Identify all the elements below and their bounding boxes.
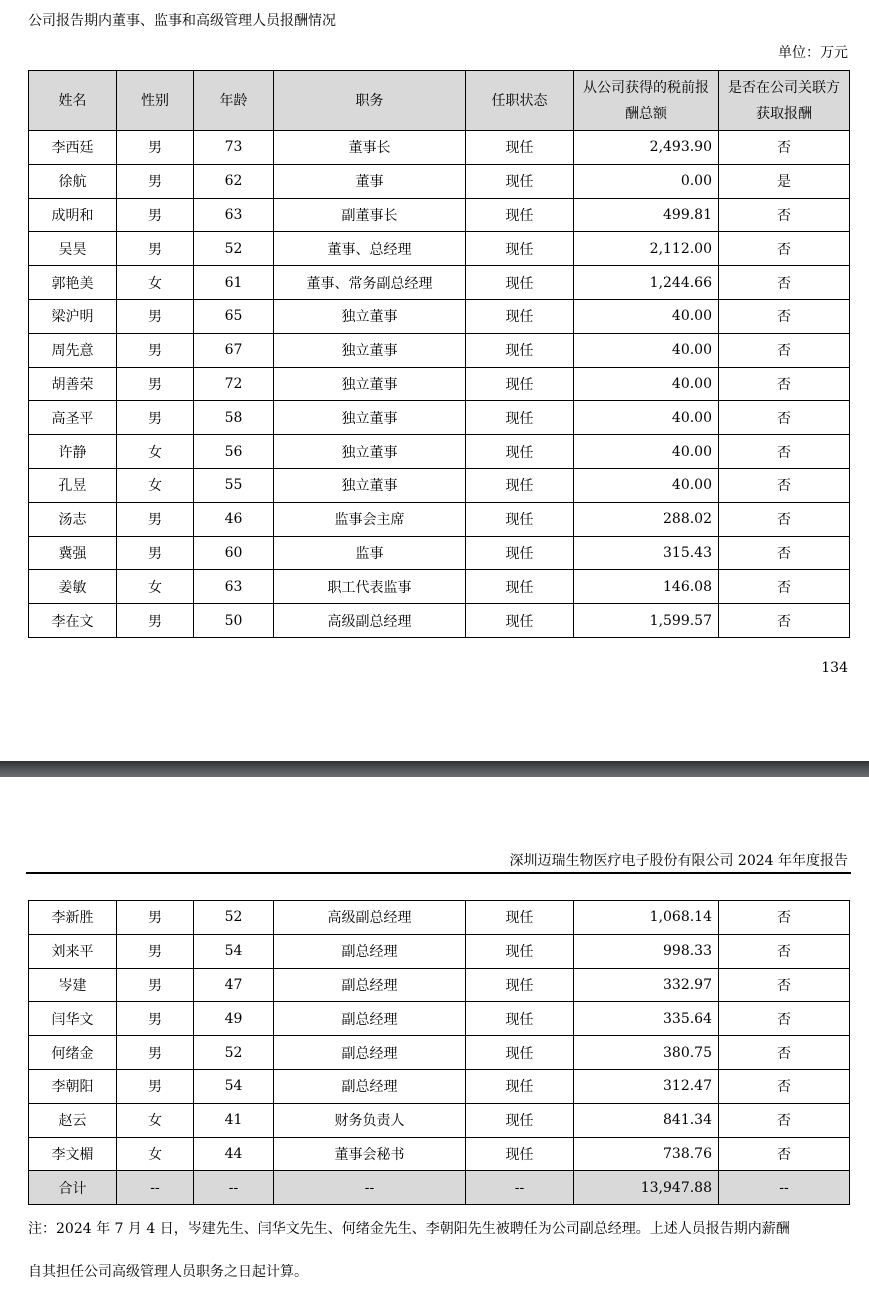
cell-name: 汤志 xyxy=(29,502,117,536)
cell-pay: 288.02 xyxy=(574,502,719,536)
cell-related: 否 xyxy=(719,401,850,435)
cell-status: 现任 xyxy=(466,1036,574,1070)
cell-position: 副总经理 xyxy=(274,1036,466,1070)
cell-status: 现任 xyxy=(466,968,574,1002)
cell-related: 否 xyxy=(719,1002,850,1036)
cell-age: 62 xyxy=(194,164,274,198)
cell-status: 现任 xyxy=(466,934,574,968)
cell-pay: 315.43 xyxy=(574,536,719,570)
cell-status: 现任 xyxy=(466,536,574,570)
cell-pay: 2,112.00 xyxy=(574,232,719,266)
cell-position: 高级副总经理 xyxy=(274,604,466,638)
footnote-line-2: 自其担任公司高级管理人员职务之日起计算。 xyxy=(28,1264,308,1280)
table-body-page2 xyxy=(29,901,850,1205)
cell-name: 岑建 xyxy=(29,968,117,1002)
cell-name: 姜敏 xyxy=(29,570,117,604)
cell-pay: 332.97 xyxy=(574,968,719,1002)
cell-age: 50 xyxy=(194,604,274,638)
table-row xyxy=(29,1069,850,1103)
cell-pay: 1,244.66 xyxy=(574,266,719,300)
header-related: 是否在公司关联方获取报酬 xyxy=(719,71,850,131)
cell-status: 现任 xyxy=(466,570,574,604)
cell-status: 现任 xyxy=(466,1137,574,1171)
cell-position: 财务负责人 xyxy=(274,1103,466,1137)
cell-name: 成明和 xyxy=(29,198,117,232)
cell-gender: 男 xyxy=(117,536,194,570)
cell-related: 否 xyxy=(719,131,850,165)
cell-age: 54 xyxy=(194,934,274,968)
cell-gender: 男 xyxy=(117,198,194,232)
cell-related: 否 xyxy=(719,604,850,638)
cell-gender: 男 xyxy=(117,131,194,165)
cell-pay: 40.00 xyxy=(574,468,719,502)
cell-position: 独立董事 xyxy=(274,401,466,435)
header-pay: 从公司获得的税前报酬总额 xyxy=(574,71,719,131)
cell-gender: 男 xyxy=(117,299,194,333)
cell-pay: 0.00 xyxy=(574,164,719,198)
cell-pay: 146.08 xyxy=(574,570,719,604)
cell-position: 副总经理 xyxy=(274,1002,466,1036)
cell-pay: 380.75 xyxy=(574,1036,719,1070)
cell-status: 现任 xyxy=(466,435,574,469)
table-row xyxy=(29,299,850,333)
cell-status: 现任 xyxy=(466,1069,574,1103)
cell-status: 现任 xyxy=(466,401,574,435)
cell-related: 否 xyxy=(719,502,850,536)
cell-related: 否 xyxy=(719,367,850,401)
running-header: 深圳迈瑞生物医疗电子股份有限公司 2024 年年度报告 xyxy=(509,853,848,869)
cell-related: 否 xyxy=(719,1036,850,1070)
page-separator xyxy=(0,761,869,777)
cell-related: 否 xyxy=(719,198,850,232)
cell-status: 现任 xyxy=(466,901,574,935)
compensation-table-page2 xyxy=(28,900,850,1205)
cell-status: 现任 xyxy=(466,333,574,367)
cell-age: 52 xyxy=(194,1036,274,1070)
table-row xyxy=(29,164,850,198)
table-row xyxy=(29,401,850,435)
total-cell-age: -- xyxy=(194,1171,274,1205)
cell-gender: 女 xyxy=(117,1137,194,1171)
cell-related: 否 xyxy=(719,934,850,968)
table-row xyxy=(29,1137,850,1171)
cell-gender: 男 xyxy=(117,367,194,401)
cell-position: 董事会秘书 xyxy=(274,1137,466,1171)
cell-age: 41 xyxy=(194,1103,274,1137)
total-row xyxy=(29,1171,850,1205)
cell-related: 否 xyxy=(719,1103,850,1137)
cell-gender: 男 xyxy=(117,604,194,638)
cell-position: 独立董事 xyxy=(274,435,466,469)
cell-age: 58 xyxy=(194,401,274,435)
cell-age: 55 xyxy=(194,468,274,502)
page-number: 134 xyxy=(821,660,848,676)
cell-name: 胡善荣 xyxy=(29,367,117,401)
cell-pay: 40.00 xyxy=(574,299,719,333)
cell-status: 现任 xyxy=(466,502,574,536)
cell-gender: 男 xyxy=(117,164,194,198)
table-row xyxy=(29,1036,850,1070)
cell-position: 独立董事 xyxy=(274,333,466,367)
cell-age: 61 xyxy=(194,266,274,300)
cell-related: 否 xyxy=(719,333,850,367)
cell-age: 63 xyxy=(194,570,274,604)
cell-position: 董事、常务副总经理 xyxy=(274,266,466,300)
cell-status: 现任 xyxy=(466,232,574,266)
cell-position: 副总经理 xyxy=(274,1069,466,1103)
table-row xyxy=(29,901,850,935)
header-gender: 性别 xyxy=(117,71,194,131)
cell-position: 独立董事 xyxy=(274,299,466,333)
cell-name: 赵云 xyxy=(29,1103,117,1137)
cell-gender: 男 xyxy=(117,232,194,266)
cell-status: 现任 xyxy=(466,468,574,502)
cell-name: 李西廷 xyxy=(29,131,117,165)
compensation-table-page1 xyxy=(28,70,850,638)
table-row xyxy=(29,502,850,536)
cell-related: 否 xyxy=(719,570,850,604)
cell-pay: 841.34 xyxy=(574,1103,719,1137)
table-row xyxy=(29,131,850,165)
table-body-page1 xyxy=(29,131,850,638)
table-row xyxy=(29,536,850,570)
cell-status: 现任 xyxy=(466,131,574,165)
cell-name: 闫华文 xyxy=(29,1002,117,1036)
total-cell-name: 合计 xyxy=(29,1171,117,1205)
cell-pay: 312.47 xyxy=(574,1069,719,1103)
cell-age: 52 xyxy=(194,232,274,266)
cell-related: 否 xyxy=(719,968,850,1002)
cell-age: 47 xyxy=(194,968,274,1002)
header-position: 职务 xyxy=(274,71,466,131)
cell-related: 否 xyxy=(719,299,850,333)
cell-related: 否 xyxy=(719,1069,850,1103)
cell-name: 刘来平 xyxy=(29,934,117,968)
cell-pay: 40.00 xyxy=(574,435,719,469)
cell-name: 吴昊 xyxy=(29,232,117,266)
cell-gender: 女 xyxy=(117,266,194,300)
cell-status: 现任 xyxy=(466,164,574,198)
cell-age: 72 xyxy=(194,367,274,401)
cell-name: 李新胜 xyxy=(29,901,117,935)
table-row xyxy=(29,968,850,1002)
cell-pay: 998.33 xyxy=(574,934,719,968)
cell-position: 董事、总经理 xyxy=(274,232,466,266)
cell-position: 独立董事 xyxy=(274,367,466,401)
header-name: 姓名 xyxy=(29,71,117,131)
cell-pay: 2,493.90 xyxy=(574,131,719,165)
cell-age: 67 xyxy=(194,333,274,367)
cell-pay: 738.76 xyxy=(574,1137,719,1171)
cell-name: 徐航 xyxy=(29,164,117,198)
table-row xyxy=(29,333,850,367)
total-cell-gender: -- xyxy=(117,1171,194,1205)
total-cell-status: -- xyxy=(466,1171,574,1205)
cell-name: 李文楣 xyxy=(29,1137,117,1171)
cell-gender: 男 xyxy=(117,1002,194,1036)
cell-name: 何绪金 xyxy=(29,1036,117,1070)
cell-name: 高圣平 xyxy=(29,401,117,435)
total-cell-position: -- xyxy=(274,1171,466,1205)
cell-name: 周先意 xyxy=(29,333,117,367)
cell-status: 现任 xyxy=(466,198,574,232)
cell-related: 否 xyxy=(719,468,850,502)
table-row xyxy=(29,604,850,638)
cell-related: 否 xyxy=(719,901,850,935)
cell-position: 董事 xyxy=(274,164,466,198)
cell-pay: 40.00 xyxy=(574,367,719,401)
cell-age: 49 xyxy=(194,1002,274,1036)
cell-related: 否 xyxy=(719,232,850,266)
total-cell-related: -- xyxy=(719,1171,850,1205)
cell-position: 监事会主席 xyxy=(274,502,466,536)
cell-age: 60 xyxy=(194,536,274,570)
cell-gender: 男 xyxy=(117,968,194,1002)
cell-related: 是 xyxy=(719,164,850,198)
cell-age: 54 xyxy=(194,1069,274,1103)
cell-name: 梁沪明 xyxy=(29,299,117,333)
total-cell-pay: 13,947.88 xyxy=(574,1171,719,1205)
cell-position: 董事长 xyxy=(274,131,466,165)
cell-gender: 男 xyxy=(117,901,194,935)
cell-name: 许静 xyxy=(29,435,117,469)
table-row xyxy=(29,435,850,469)
table-row xyxy=(29,1002,850,1036)
table-row xyxy=(29,198,850,232)
cell-name: 孔昱 xyxy=(29,468,117,502)
cell-pay: 40.00 xyxy=(574,333,719,367)
cell-position: 独立董事 xyxy=(274,468,466,502)
cell-age: 56 xyxy=(194,435,274,469)
cell-status: 现任 xyxy=(466,1002,574,1036)
cell-position: 副总经理 xyxy=(274,934,466,968)
table-row xyxy=(29,266,850,300)
cell-gender: 女 xyxy=(117,435,194,469)
cell-pay: 1,068.14 xyxy=(574,901,719,935)
cell-status: 现任 xyxy=(466,299,574,333)
table-row xyxy=(29,570,850,604)
cell-gender: 女 xyxy=(117,1103,194,1137)
header-status: 任职状态 xyxy=(466,71,574,131)
cell-gender: 男 xyxy=(117,1069,194,1103)
cell-age: 73 xyxy=(194,131,274,165)
header-age: 年龄 xyxy=(194,71,274,131)
cell-position: 高级副总经理 xyxy=(274,901,466,935)
cell-related: 否 xyxy=(719,435,850,469)
cell-related: 否 xyxy=(719,266,850,300)
table-row xyxy=(29,232,850,266)
cell-status: 现任 xyxy=(466,367,574,401)
cell-related: 否 xyxy=(719,536,850,570)
cell-gender: 男 xyxy=(117,333,194,367)
cell-name: 郭艳美 xyxy=(29,266,117,300)
cell-status: 现任 xyxy=(466,604,574,638)
cell-position: 副董事长 xyxy=(274,198,466,232)
footnote-line-1: 注：2024 年 7 月 4 日，岑建先生、闫华文先生、何绪金先生、李朝阳先生被聘任为公司副总经理。上述人员报告期内薪酬 xyxy=(28,1221,790,1237)
cell-age: 46 xyxy=(194,502,274,536)
cell-pay: 1,599.57 xyxy=(574,604,719,638)
cell-position: 职工代表监事 xyxy=(274,570,466,604)
cell-age: 63 xyxy=(194,198,274,232)
table-row xyxy=(29,367,850,401)
cell-pay: 335.64 xyxy=(574,1002,719,1036)
cell-status: 现任 xyxy=(466,266,574,300)
table-row xyxy=(29,934,850,968)
cell-pay: 499.81 xyxy=(574,198,719,232)
cell-gender: 男 xyxy=(117,1036,194,1070)
cell-gender: 男 xyxy=(117,401,194,435)
table-header-row xyxy=(29,71,850,131)
cell-name: 李在文 xyxy=(29,604,117,638)
cell-name: 李朝阳 xyxy=(29,1069,117,1103)
cell-related: 否 xyxy=(719,1137,850,1171)
cell-gender: 女 xyxy=(117,468,194,502)
cell-age: 52 xyxy=(194,901,274,935)
cell-position: 副总经理 xyxy=(274,968,466,1002)
cell-gender: 男 xyxy=(117,502,194,536)
cell-pay: 40.00 xyxy=(574,401,719,435)
cell-gender: 女 xyxy=(117,570,194,604)
cell-age: 65 xyxy=(194,299,274,333)
header-rule xyxy=(26,872,851,874)
cell-gender: 男 xyxy=(117,934,194,968)
table-row xyxy=(29,468,850,502)
unit-label: 单位：万元 xyxy=(778,45,848,61)
cell-age: 44 xyxy=(194,1137,274,1171)
section-title: 公司报告期内董事、监事和高级管理人员报酬情况 xyxy=(28,13,336,29)
cell-status: 现任 xyxy=(466,1103,574,1137)
table-row xyxy=(29,1103,850,1137)
cell-name: 冀强 xyxy=(29,536,117,570)
cell-position: 监事 xyxy=(274,536,466,570)
